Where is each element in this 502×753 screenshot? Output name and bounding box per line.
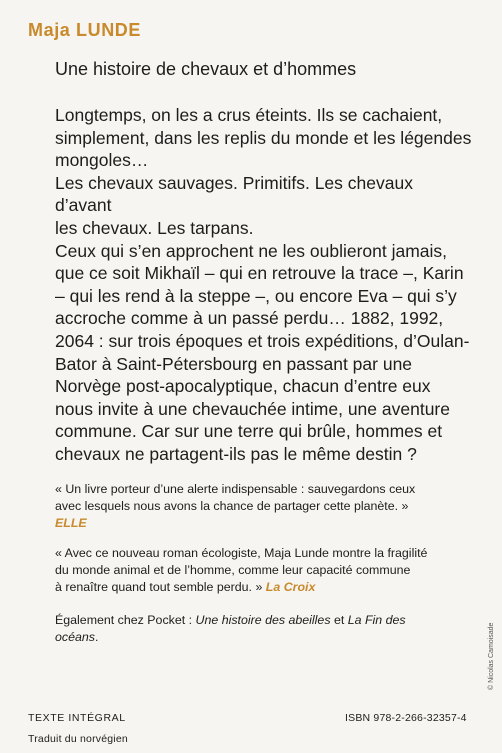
- quote-line: « Avec ce nouveau roman écologiste, Maja Lunde montre la fragilité: [55, 546, 428, 560]
- edition-info: [28, 712, 128, 745]
- also-book-1: Une histoire des abeilles: [195, 613, 331, 627]
- summary-line: 2064 : sur trois époques et trois expéditions, d’Oulan-: [55, 330, 470, 351]
- summary-line: Bator à Saint-Pétersbourg en passant par une: [55, 353, 413, 374]
- summary-line: simplement, dans les replis du monde et les légendes: [55, 127, 472, 148]
- also-book-2: La Fin des: [347, 613, 406, 627]
- summary-line: les chevaux. Les tarpans.: [55, 217, 254, 238]
- also-end: .: [94, 630, 99, 644]
- press-quote-la-croix: [55, 545, 473, 596]
- photo-credit: © Nicolas Camoisade: [488, 622, 495, 690]
- summary-line: nous invite à une chevauchée intime, une aventure: [55, 398, 450, 419]
- summary-line: commune. Car sur une terre qui brûle, hommes et: [55, 421, 443, 442]
- summary-line: Norvège post-apocalyptique, chacun d’entre eux: [55, 376, 431, 397]
- summary-line: accroche comme à un passé perdu… 1882, 1992,: [55, 308, 444, 329]
- summary-text: [55, 104, 473, 466]
- summary-line: chevaux ne partagent-ils pas le même destin ?: [55, 443, 417, 464]
- edition-label: TEXTE INTÉGRAL: [28, 712, 126, 724]
- summary-line: – qui les rend à la steppe –, ou encore Eva – qui s’y: [55, 285, 457, 306]
- isbn: ISBN 978-2-266-32357-4: [345, 712, 467, 724]
- summary-line: mongoles…: [55, 150, 149, 171]
- summary-line: que ce soit Mikhaïl – qui en retrouve la trace –, Karin: [55, 263, 464, 284]
- translation-label: Traduit du norvégien: [28, 733, 128, 745]
- quote-line: du monde animal et de l’homme, comme leur capacité commune: [55, 563, 411, 577]
- also-prefix: Également chez Pocket :: [55, 613, 196, 627]
- quote-source: La Croix: [265, 580, 316, 594]
- quote-line: à renaître quand tout semble perdu. »: [55, 580, 263, 594]
- summary-line: Longtemps, on les a crus éteints. Ils se cachaient,: [55, 105, 443, 125]
- summary-line: Les chevaux sauvages. Primitifs. Les chevaux d’avant: [55, 172, 413, 216]
- press-quotes: [55, 481, 473, 596]
- book-title: Une histoire de chevaux et d’hommes: [55, 59, 357, 79]
- quote-line: « Un livre porteur d’une alerte indispensable : sauvegardons ceux: [55, 482, 416, 496]
- quote-source: ELLE: [55, 516, 87, 530]
- also-available-note: [55, 612, 473, 646]
- also-book-2-cont: océans: [55, 630, 95, 644]
- quote-line: avec lesquels nous avons la chance de partager cette planète. »: [55, 499, 409, 513]
- summary-line: Ceux qui s’en approchent ne les oublieront jamais,: [55, 240, 448, 261]
- press-quote-elle: [55, 481, 473, 532]
- author-name: Maja LUNDE: [28, 20, 142, 40]
- also-and: et: [330, 613, 348, 627]
